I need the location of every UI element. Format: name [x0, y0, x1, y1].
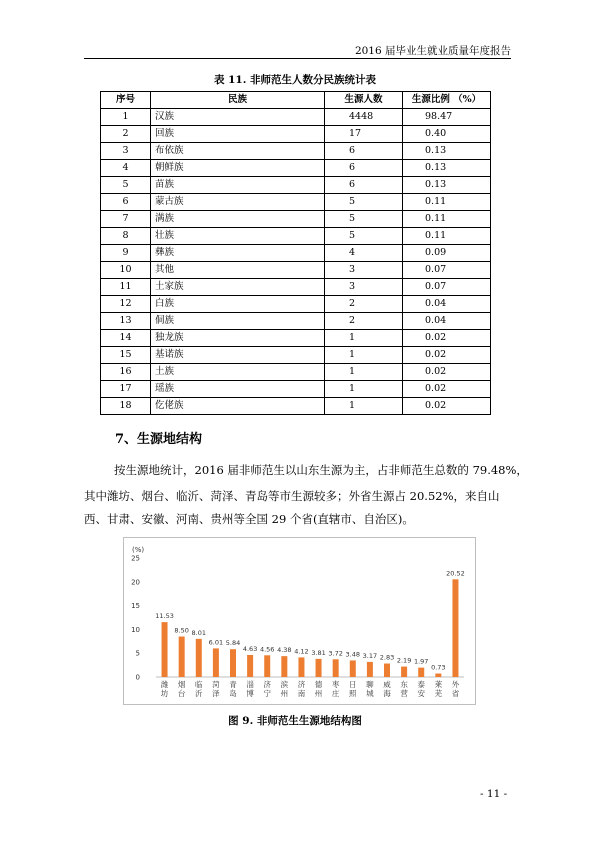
cell-count: 3 [325, 279, 403, 296]
cell-index: 10 [101, 262, 151, 279]
cell-count: 5 [325, 194, 403, 211]
x-category-char: 坊 [160, 689, 169, 698]
bar [384, 664, 390, 677]
x-category-char: 营 [400, 689, 408, 698]
cell-index: 2 [101, 126, 151, 143]
bar-value-label: 11.53 [155, 612, 174, 621]
bar-value-label: 3.48 [345, 650, 361, 659]
x-category-char: 威 [383, 680, 391, 689]
cell-ethnicity: 基诺族 [151, 347, 325, 364]
x-category-char: 青 [229, 680, 237, 689]
x-category-char: 济 [263, 680, 271, 689]
x-category-char: 庄 [331, 689, 340, 698]
bar-value-label: 4.12 [294, 647, 309, 656]
x-category-char: 芜 [434, 689, 443, 698]
bar-value-label: 4.63 [242, 644, 258, 653]
table-body [101, 109, 491, 415]
table-row [101, 126, 491, 143]
x-category-char: 博 [246, 689, 254, 698]
bar [264, 655, 270, 677]
paragraph-line: 西、甘肃、安徽、河南、贵州等全国 29 个省(直辖市、自治区)。 [84, 512, 414, 526]
cell-index: 11 [101, 279, 151, 296]
bar-value-label: 8.50 [174, 626, 189, 635]
x-category-char: 州 [314, 689, 323, 698]
cell-count: 4 [325, 245, 403, 262]
figure-caption: 图 9. 非师范生生源地结构图 [228, 715, 362, 727]
bar [350, 660, 356, 677]
cell-percent: 0.13 [403, 143, 491, 160]
paragraph-line: 其中潍坊、烟台、临沂、菏泽、青岛等市生源较多；外省生源占 20.52%，来自山 [84, 489, 500, 503]
x-category-char: 照 [349, 689, 357, 698]
cell-index: 3 [101, 143, 151, 160]
x-category-char: 宁 [263, 689, 271, 698]
cell-count: 2 [325, 296, 403, 313]
x-category-char: 南 [297, 689, 306, 698]
x-category-char: 沂 [195, 689, 203, 698]
table-row [101, 364, 491, 381]
bar-value-label: 4.56 [259, 645, 275, 654]
x-category-char: 州 [280, 689, 289, 698]
cell-count: 4448 [325, 109, 403, 126]
cell-index: 7 [101, 211, 151, 228]
cell-count: 1 [325, 364, 403, 381]
cell-index: 17 [101, 381, 151, 398]
running-header: 2016 届毕业生就业质量年度报告 [354, 45, 511, 57]
cell-percent: 0.02 [403, 381, 491, 398]
bar [179, 637, 185, 677]
cell-count: 2 [325, 313, 403, 330]
table-row [101, 245, 491, 262]
bar-value-label: 4.38 [277, 646, 292, 655]
cell-count: 1 [325, 330, 403, 347]
y-tick-label: 20 [131, 578, 140, 587]
cell-index: 5 [101, 177, 151, 194]
bar-value-label: 2.19 [396, 656, 412, 665]
y-tick-label: 5 [135, 649, 140, 658]
x-category-char: 泰 [417, 680, 425, 689]
x-category-char: 莱 [434, 680, 443, 689]
cell-count: 1 [325, 381, 403, 398]
bar [298, 657, 304, 677]
x-category-char: 烟 [177, 680, 186, 689]
y-tick-label: 25 [131, 554, 140, 563]
bar [418, 668, 424, 677]
table-row [101, 313, 491, 330]
table-row [101, 160, 491, 177]
cell-percent: 0.04 [403, 296, 491, 313]
cell-index: 8 [101, 228, 151, 245]
bar [247, 655, 253, 677]
bar-value-label: 5.84 [225, 639, 241, 648]
bar-value-label: 8.01 [191, 628, 207, 637]
x-category-char: 枣 [331, 680, 340, 689]
cell-ethnicity: 白族 [151, 296, 325, 313]
x-category-char: 岛 [229, 689, 237, 698]
table-row [101, 381, 491, 398]
cell-count: 17 [325, 126, 403, 143]
cell-count: 5 [325, 228, 403, 245]
ethnicity-table [100, 91, 491, 415]
cell-index: 16 [101, 364, 151, 381]
cell-count: 1 [325, 347, 403, 364]
x-category-char: 临 [195, 680, 203, 689]
x-category-char: 日 [349, 680, 357, 689]
cell-percent: 0.07 [403, 262, 491, 279]
cell-count: 6 [325, 143, 403, 160]
y-axis-label: (%) [132, 546, 145, 554]
x-category-char: 台 [177, 689, 186, 698]
bar [367, 662, 373, 677]
page-number: - 11 - [480, 788, 508, 800]
x-category-char: 潍 [160, 680, 169, 689]
cell-percent: 0.02 [403, 364, 491, 381]
bar [230, 649, 236, 677]
cell-percent: 0.13 [403, 160, 491, 177]
cell-ethnicity: 壮族 [151, 228, 325, 245]
cell-percent: 0.02 [403, 398, 491, 415]
x-category-char: 淄 [246, 680, 254, 689]
table-row [101, 398, 491, 415]
cell-ethnicity: 满族 [151, 211, 325, 228]
cell-ethnicity: 回族 [151, 126, 325, 143]
cell-count: 6 [325, 160, 403, 177]
column-header-ethnicity: 民族 [151, 92, 325, 109]
cell-ethnicity: 土族 [151, 364, 325, 381]
cell-index: 1 [101, 109, 151, 126]
table-row [101, 330, 491, 347]
cell-index: 4 [101, 160, 151, 177]
table-row [101, 109, 491, 126]
cell-count: 5 [325, 211, 403, 228]
x-category-char: 城 [366, 689, 374, 698]
cell-index: 13 [101, 313, 151, 330]
bar-value-label: 3.17 [362, 651, 378, 660]
bar [333, 659, 339, 677]
cell-percent: 0.40 [403, 126, 491, 143]
table-header-row [101, 92, 491, 109]
x-category-char: 东 [400, 680, 408, 689]
x-category-char: 济 [297, 680, 306, 689]
section-heading: 7、生源地结构 [115, 432, 203, 447]
cell-ethnicity: 蒙古族 [151, 194, 325, 211]
x-category-char: 德 [314, 680, 323, 689]
cell-index: 15 [101, 347, 151, 364]
cell-ethnicity: 彝族 [151, 245, 325, 262]
x-category-char: 外 [451, 680, 460, 689]
bar [316, 659, 322, 677]
bar [452, 579, 458, 677]
bar-value-label: 0.73 [431, 663, 446, 672]
table-row [101, 347, 491, 364]
table-row [101, 228, 491, 245]
cell-percent: 0.11 [403, 211, 491, 228]
cell-index: 14 [101, 330, 151, 347]
table-row [101, 262, 491, 279]
table-row [101, 177, 491, 194]
cell-percent: 0.02 [403, 330, 491, 347]
cell-ethnicity: 土家族 [151, 279, 325, 296]
bar [196, 639, 202, 677]
bar-value-label: 3.81 [311, 648, 326, 657]
cell-ethnicity: 侗族 [151, 313, 325, 330]
bar-value-label: 2.83 [379, 653, 395, 662]
table-row [101, 296, 491, 313]
x-category-char: 泽 [212, 689, 220, 698]
column-header-index: 序号 [101, 92, 151, 109]
cell-index: 18 [101, 398, 151, 415]
cell-ethnicity: 瑶族 [151, 381, 325, 398]
origin-bar-chart [123, 537, 476, 705]
table-row [101, 143, 491, 160]
x-category-char: 海 [383, 689, 391, 698]
cell-percent: 0.09 [403, 245, 491, 262]
cell-percent: 0.07 [403, 279, 491, 296]
cell-count: 3 [325, 262, 403, 279]
cell-percent: 0.11 [403, 228, 491, 245]
table-row [101, 279, 491, 296]
cell-ethnicity: 汉族 [151, 109, 325, 126]
y-tick-label: 0 [135, 673, 140, 682]
bar [401, 667, 407, 677]
cell-ethnicity: 布依族 [151, 143, 325, 160]
table-row [101, 211, 491, 228]
x-category-char: 滨 [280, 680, 289, 689]
column-header-count: 生源人数 [325, 92, 403, 109]
cell-index: 6 [101, 194, 151, 211]
bar [162, 622, 168, 677]
bar [435, 674, 441, 677]
cell-ethnicity: 仡佬族 [151, 398, 325, 415]
y-tick-label: 15 [131, 602, 140, 611]
cell-count: 1 [325, 398, 403, 415]
cell-percent: 0.11 [403, 194, 491, 211]
x-category-char: 菏 [212, 680, 220, 689]
cell-percent: 98.47 [403, 109, 491, 126]
header-rule [84, 58, 511, 59]
paragraph-line: 按生源地统计，2016 届非师范生以山东生源为主，占非师范生总数的 79.48%， [114, 463, 528, 477]
x-category-char: 安 [417, 689, 425, 698]
x-category-char: 聊 [366, 680, 374, 689]
bar-value-label: 1.97 [413, 657, 429, 666]
cell-ethnicity: 苗族 [151, 177, 325, 194]
cell-percent: 0.02 [403, 347, 491, 364]
bar-value-label: 20.52 [446, 569, 465, 578]
cell-ethnicity: 其他 [151, 262, 325, 279]
bar [213, 648, 219, 677]
bar-value-label: 6.01 [208, 638, 224, 647]
cell-index: 12 [101, 296, 151, 313]
column-header-percent: 生源比例 （%） [403, 92, 491, 109]
table-caption: 表 11. 非师范生人数分民族统计表 [213, 74, 377, 86]
cell-ethnicity: 朝鲜族 [151, 160, 325, 177]
table-row [101, 194, 491, 211]
chart-canvas [124, 538, 477, 706]
cell-index: 9 [101, 245, 151, 262]
cell-ethnicity: 独龙族 [151, 330, 325, 347]
cell-percent: 0.04 [403, 313, 491, 330]
x-category-char: 省 [451, 689, 460, 698]
cell-percent: 0.13 [403, 177, 491, 194]
y-tick-label: 10 [131, 625, 140, 634]
bar [281, 656, 287, 677]
bar-value-label: 3.72 [328, 649, 343, 658]
cell-count: 6 [325, 177, 403, 194]
